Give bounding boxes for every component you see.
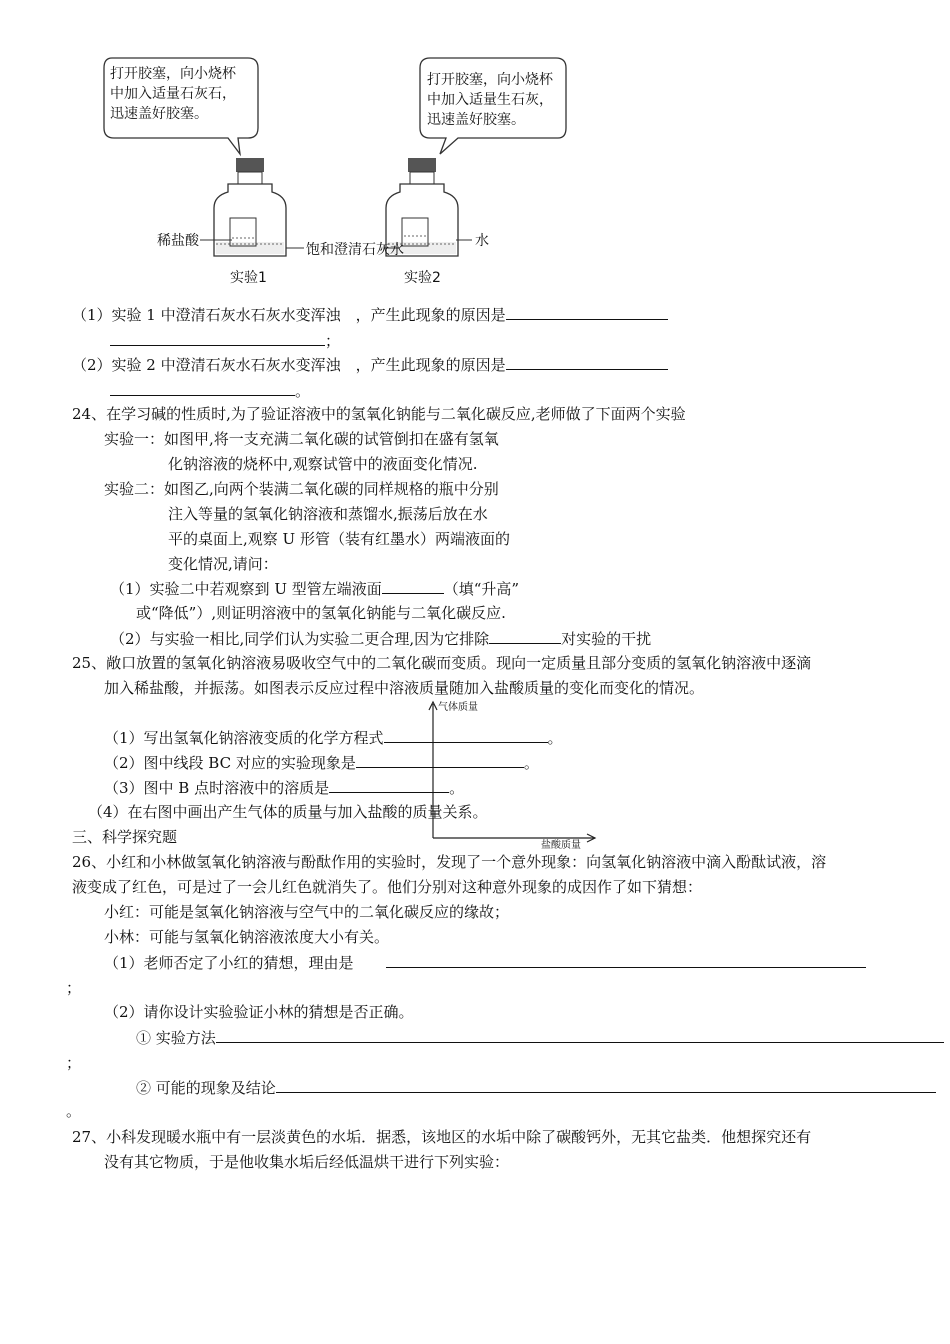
q25-stem1: 25、敞口放置的氢氧化钠溶液易吸收空气中的二氧化碳而变质。现向一定质量且部分变质的氢氧化钠溶液中逐滴 bbox=[72, 654, 812, 672]
q26-result: ② 可能的现象及结论 bbox=[136, 1077, 936, 1098]
answer-blank[interactable] bbox=[329, 777, 449, 793]
q26-sub1: （1）老师否定了小红的猜想，理由是 bbox=[104, 952, 866, 973]
q24-exp1a: 实验一：如图甲,将一支充满二氧化碳的试管倒扣在盛有氢氧 bbox=[104, 430, 499, 448]
caption-1: 实验1 bbox=[230, 270, 267, 286]
q25-sub1: （1）写出氢氧化钠溶液变质的化学方程式 。 bbox=[104, 729, 563, 747]
graph-x-label: 盐酸质量 bbox=[541, 840, 581, 851]
q24-exp2b: 注入等量的氢氧化钠溶液和蒸馏水,振荡后放在水 bbox=[168, 505, 488, 523]
q23-part2-cont: 。 bbox=[110, 380, 310, 401]
q24-exp2d: 变化情况,请问： bbox=[168, 555, 278, 573]
q25-sub3: （3）图中 B 点时溶液中的溶质是 。 bbox=[104, 779, 465, 797]
q26-period: 。 bbox=[66, 1102, 82, 1120]
q26-sub2: （2）请你设计实验验证小林的猜想是否正确。 bbox=[104, 1003, 414, 1021]
q24-sub1: （1）实验二中若观察到 U 型管左端液面 （填“升高” bbox=[110, 580, 520, 598]
bubble2-line1: 打开胶塞，向小烧杯 bbox=[427, 72, 553, 88]
q26-method: ① 实验方法 bbox=[136, 1027, 944, 1048]
q27-stem1: 27、小科发现暖水瓶中有一层淡黄色的水垢．据悉，该地区的水垢中除了碳酸钙外，无其它盐类．他想探究还有 bbox=[72, 1128, 812, 1146]
section-3-title: 三、科学探究题 bbox=[72, 828, 178, 846]
q27-stem2: 没有其它物质，于是他收集水垢后经低温烘干进行下列实验： bbox=[104, 1153, 510, 1171]
graph-y-label: 气体质量 bbox=[438, 702, 478, 713]
bubble1-line2: 中加入适量石灰石， bbox=[110, 86, 236, 102]
q24-sub1-cont: 或“降低”）,则证明溶液中的氢氧化钠能与二氧化碳反应. bbox=[136, 604, 506, 622]
bubble1-line1: 打开胶塞，向小烧杯 bbox=[110, 66, 236, 82]
q25-sub2: （2）图中线段 BC 对应的实验现象是 。 bbox=[104, 754, 539, 772]
q25-stem2: 加入稀盐酸，并振荡。如图表示反应过程中溶液质量随加入盐酸质量的变化而变化的情况。 bbox=[104, 679, 705, 697]
q26-stem2: 液变成了红色，可是过了一会儿红色就消失了。他们分别对这种意外现象的成因作了如下猜想： bbox=[72, 878, 703, 896]
answer-blank[interactable] bbox=[276, 1077, 936, 1093]
answer-blank[interactable] bbox=[384, 727, 548, 743]
label-water: 水 bbox=[475, 233, 489, 249]
q25-sub4: （4）在右图中画出产生气体的质量与加入盐酸的质量关系。 bbox=[88, 803, 488, 821]
answer-blank[interactable] bbox=[382, 578, 444, 594]
q24-stem: 24、在学习碱的性质时,为了验证溶液中的氢氧化钠能与二氧化碳反应,老师做了下面两个实验 bbox=[72, 405, 686, 423]
bubble2-line2: 中加入适量生石灰， bbox=[427, 92, 553, 108]
q26-semicolon-2: ； bbox=[66, 1054, 82, 1072]
q23-part2: （2）实验 2 中澄清石灰水石灰水变浑浊 ，产生此现象的原因是 bbox=[72, 354, 668, 375]
label-limewater: 饱和澄清石灰水 bbox=[306, 242, 404, 258]
label-acid: 稀盐酸 bbox=[157, 233, 199, 249]
caption-2: 实验2 bbox=[404, 270, 441, 286]
answer-blank[interactable] bbox=[216, 1027, 944, 1043]
answer-blank[interactable] bbox=[356, 752, 524, 768]
answer-blank[interactable] bbox=[110, 330, 325, 346]
answer-blank[interactable] bbox=[506, 354, 668, 370]
q26-stem1: 26、小红和小林做氢氧化钠溶液与酚酞作用的实验时，发现了一个意外现象：向氢氧化钠溶液中滴入酚酞试液，溶 bbox=[72, 853, 827, 871]
q24-exp2a: 实验二：如图乙,向两个装满二氧化碳的同样规格的瓶中分别 bbox=[104, 480, 499, 498]
q26-semicolon-1: ； bbox=[66, 979, 82, 997]
q24-exp2c: 平的桌面上,观察 U 形管（装有红墨水）两端液面的 bbox=[168, 530, 510, 548]
q24-sub2: （2）与实验一相比,同学们认为实验二更合理,因为它排除 对实验的干扰 bbox=[110, 630, 652, 648]
answer-blank[interactable] bbox=[489, 628, 561, 644]
q23-part1-cont: ； bbox=[110, 330, 340, 351]
answer-blank[interactable] bbox=[506, 304, 668, 320]
gas-mass-graph bbox=[425, 700, 605, 850]
answer-blank[interactable] bbox=[110, 380, 295, 396]
bubble2-line3: 迅速盖好胶塞。 bbox=[427, 112, 525, 128]
answer-blank[interactable] bbox=[386, 952, 866, 968]
q23-part1: （1）实验 1 中澄清石灰水石灰水变浑浊 ，产生此现象的原因是 bbox=[72, 304, 668, 325]
q24-exp1b: 化钠溶液的烧杯中,观察试管中的液面变化情况. bbox=[168, 455, 478, 473]
q26-xiaolin: 小林：可能与氢氧化钠溶液浓度大小有关。 bbox=[104, 928, 390, 946]
bubble1-line3: 迅速盖好胶塞。 bbox=[110, 106, 208, 122]
q26-xiaohong: 小红：可能是氢氧化钠溶液与空气中的二氧化碳反应的缘故； bbox=[104, 903, 510, 921]
bottle-1-icon bbox=[200, 158, 286, 256]
